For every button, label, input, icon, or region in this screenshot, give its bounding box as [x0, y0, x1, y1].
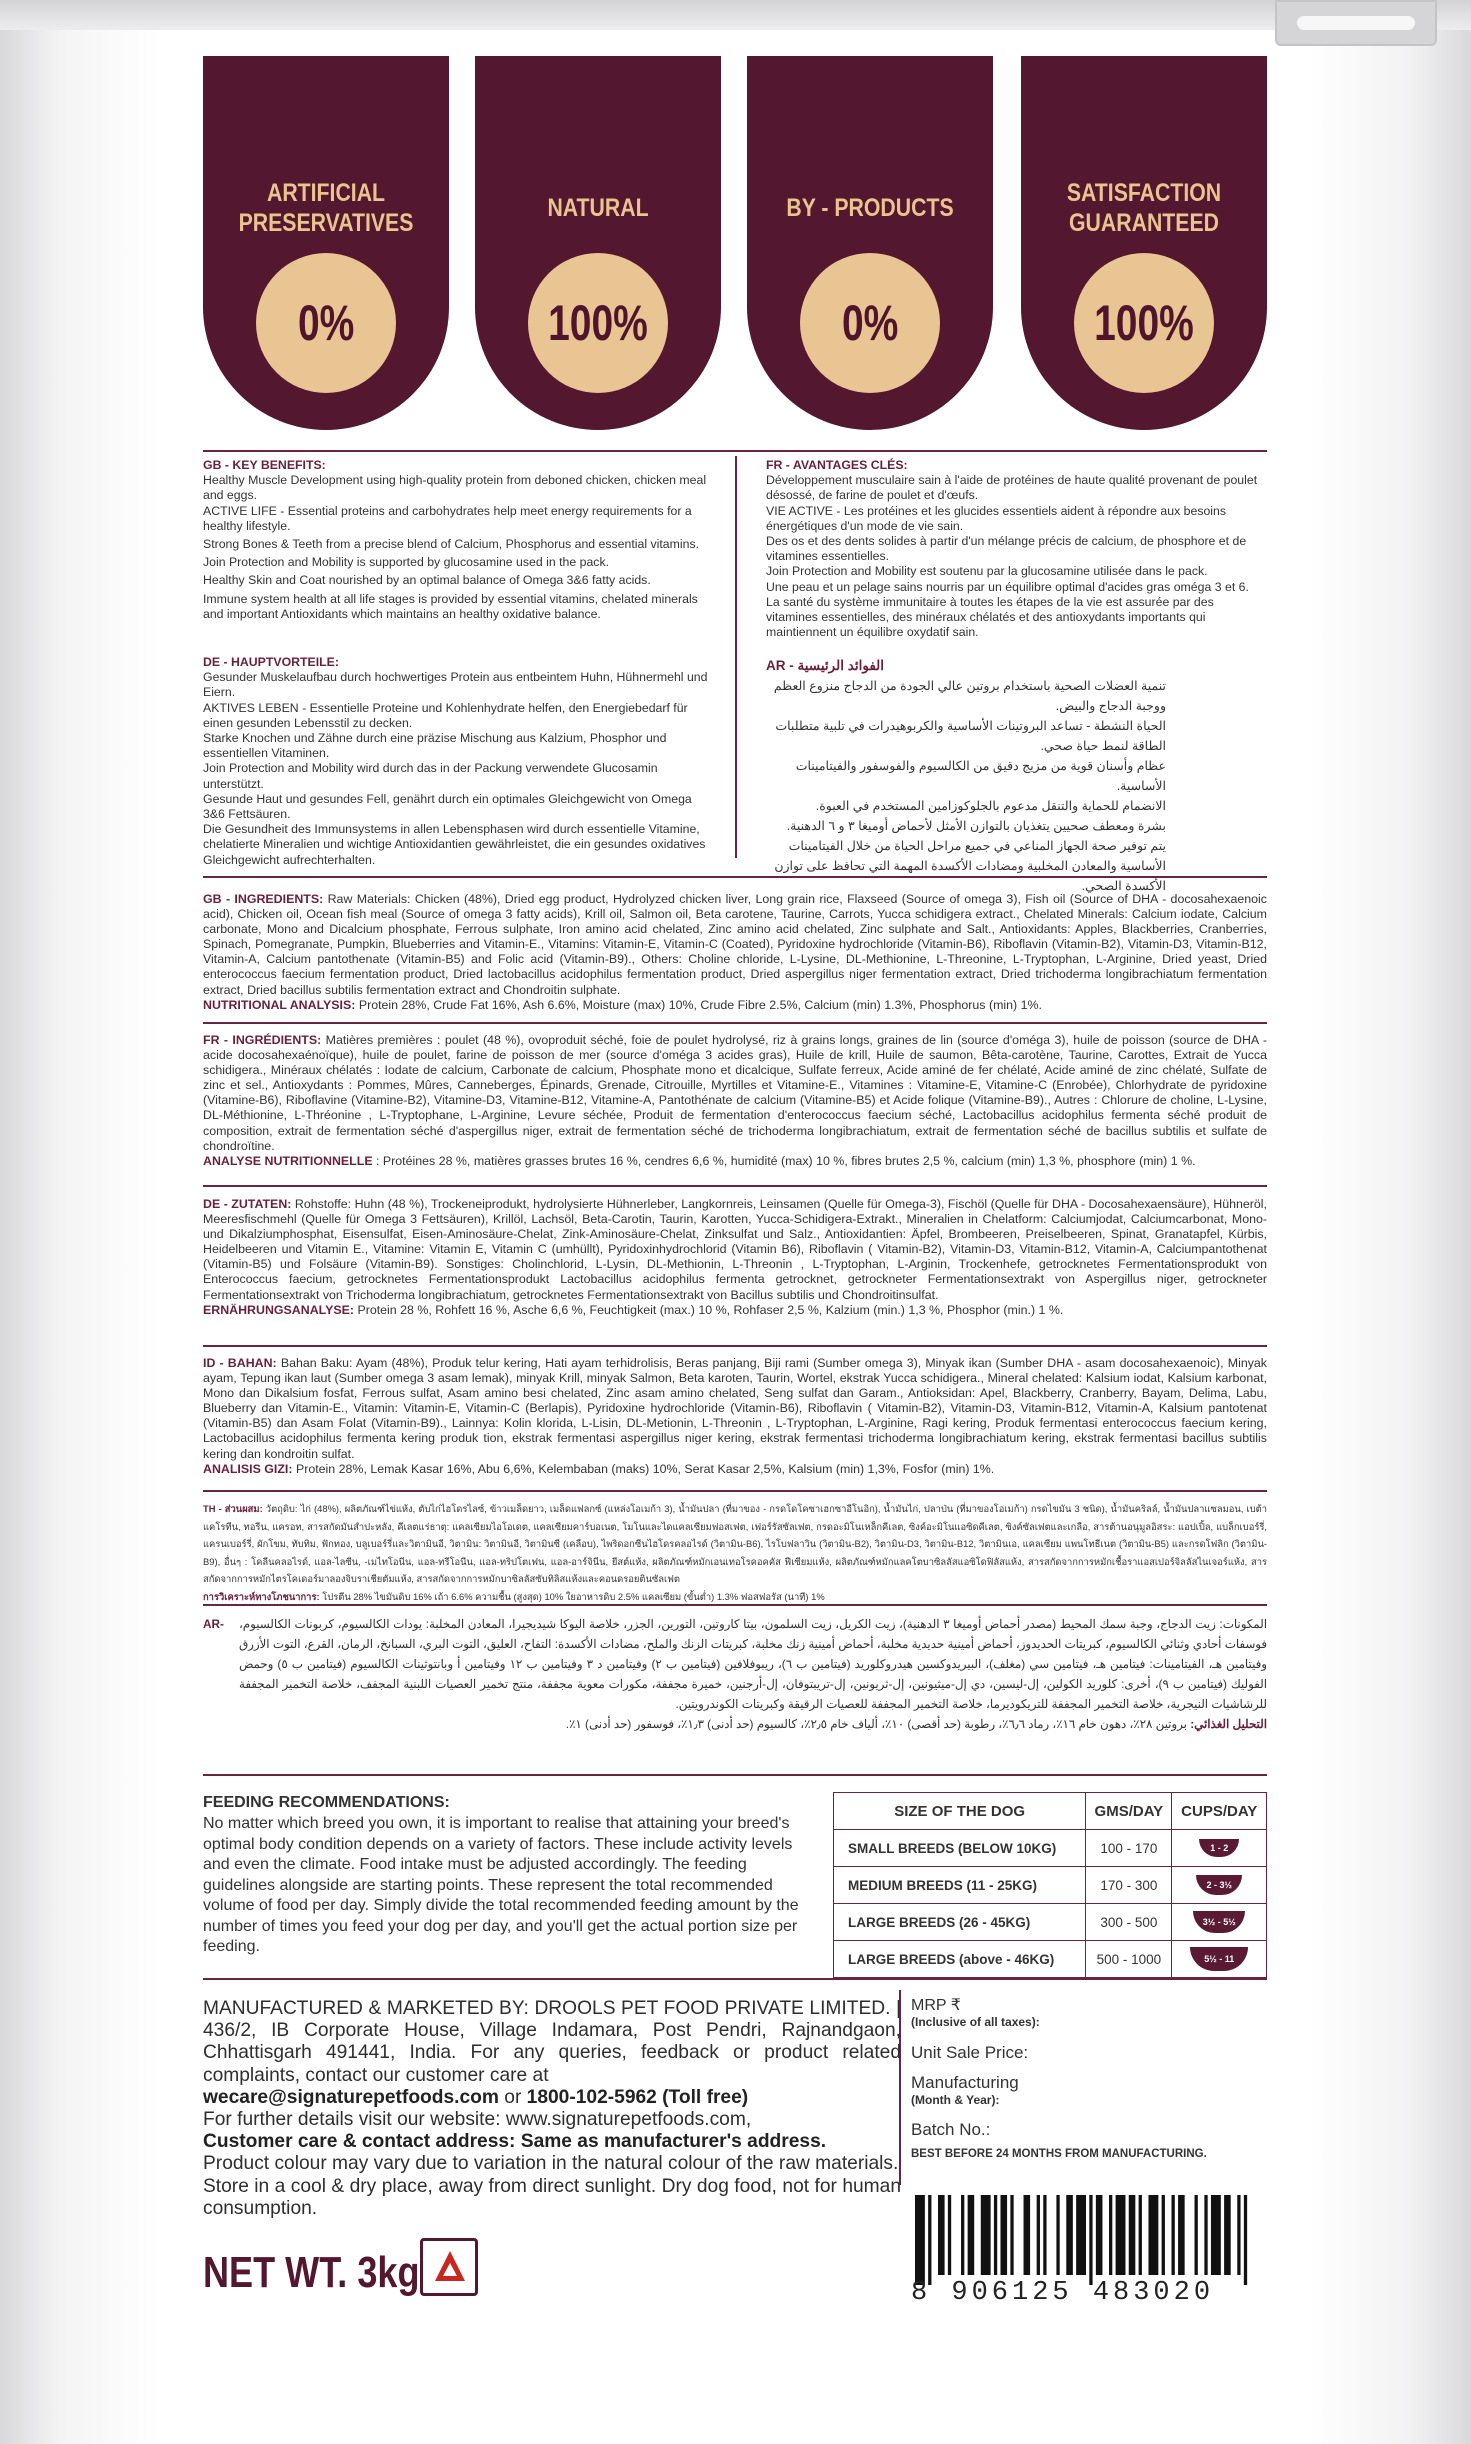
barcode-number: 8 906125 483020 [911, 2278, 1215, 2308]
analysis-heading: ANALYSE NUTRITIONNELLE [203, 1153, 373, 1168]
barcode-bar [1172, 2195, 1175, 2275]
barcode-bar [994, 2195, 997, 2275]
table-row [834, 1904, 1267, 1941]
barcode-bar [1010, 2195, 1013, 2275]
ar-benefits [766, 656, 1266, 896]
ar-ingredients [203, 1614, 1267, 1734]
analysis-text: โปรตีน 28% ไขมันดิบ 16% เถ้า 6.6% ความชื้น (สูงสุด) 10% ใยอาหารดิบ 2.5% แคลเซียม (ขั้นต่ำ) 1.3% ฟอสฟอรัส (นาที) 1% [319, 1590, 825, 1602]
barcode-bar [1116, 2195, 1126, 2275]
benefit-item: ACTIVE LIFE - Essential proteins and carbohydrates help meet energy requirements for a healthy lifestyle. [203, 503, 692, 533]
ingredients-heading: TH - ส่วนผสม: [203, 1503, 263, 1514]
badge-value-disc [256, 253, 396, 393]
feeding-table [833, 1792, 1267, 1978]
ingredients-heading: FR - INGRÉDIENTS: [203, 1033, 322, 1047]
badge-natural [475, 56, 721, 430]
table-header-row [834, 1793, 1267, 1830]
bowl-icon: 3½ - 5½ [1193, 1911, 1245, 1933]
top-seal [0, 0, 1471, 30]
barcode-bar [1076, 2195, 1086, 2275]
barcode-bar [1043, 2195, 1046, 2275]
gms-cell: 300 - 500 [1086, 1904, 1172, 1941]
warning-triangle-icon [420, 2238, 478, 2296]
benefit-item: Strong Bones & Teeth from a precise blend of Calcium, Phosphorus and essential vitamins. [203, 537, 700, 552]
ingredients-text: Rohstoffe: Huhn (48 %), Trockeneiprodukt, hydrolysierte Hühnerleber, Langkornreis, Leinsamen (Quelle für Omega-3), Fischöl (Quelle für DHA - Docosahexaensäure), Hühneröl, Meeresfischmehl (Quelle für Omega 3 Fettsäuren), Krillöl, Lachsöl, Beta-Carotin, Taurin, Karotten, Yucca-Schidigera-Extrakt., Mineralien in Chelatform: Calciumjodat, Calciumcarbonat, Mono- und Dikalziumphosphat, Eisensulfat, Eisen-Aminosäure-Chelat, Zink-Aminosäure-Chelat, Zinksulfat und Salz., Antioxidantien: Äpfel, Brombeeren, Preiselbeeren, Spinat, Granatapfel, Kürbis, Heidelbeeren und Vitamin E., Vitamine: Vitamin E, Vitamin C (umhüllt), Pyridoxinhydrochlorid (Vitamin B6), Riboflavin ( Vitamin-B2), Vitamin-D3, Vitamin-B12, Vitamin-A, Calciumpantothenat (Vitamin-B5) und Folsäure (Vitamin-B9). Sonstiges: Cholinchlorid, L-Lysin, DL-Methionin, L-Threonin , L-Tryptophan, L-Arginin, Trockenhefe, getrocknetes Fermentationsprodukt von Enterococcus faecium, getrocknetes Fermentationsprodukt Lactobacillus acidophilus fermenta getrocknet, getrockneter Fermentationsextrakt von Aspergillus niger, getrockneter Fermentationsextrakt von Trichoderma longibrachiatum, getrocknetes Fermentationsextrakt von Bacillus subtilis und Chondroitinsulfat. [203, 1197, 1267, 1302]
divider [203, 1022, 1267, 1024]
size-cell: LARGE BREEDS (26 - 45KG) [834, 1904, 1086, 1941]
badge-title: ARTIFICIAL [266, 179, 386, 207]
feeding-heading: FEEDING RECOMMENDATIONS: [203, 1794, 450, 1811]
badge-value-disc [800, 253, 940, 393]
barcode-bar [1066, 2195, 1073, 2275]
divider [203, 1185, 1267, 1187]
cups-cell [1172, 1830, 1267, 1867]
benefit-item: Développement musculaire sain à l'aide de protéines de haute qualité provenant de poulet désossé, de farine de poulet et d'œufs. [766, 473, 1258, 503]
barcode-bar [968, 2195, 975, 2275]
barcode-bar [948, 2195, 951, 2275]
badge-title: BY - PRODUCTS [786, 194, 954, 222]
divider-feeding [203, 1774, 1267, 1776]
barcode-bar [1244, 2195, 1247, 2285]
benefit-item: Die Gesundheit des Immunsystems in allen Lebensphasen wird durch essentielle Vitamine, chelatierte Mineralien und wichtige Antioxidantien gewährleistet, die ein gesundes oxidatives Gleichgewicht aufrechterhalten. [203, 822, 706, 867]
barcode-bar [928, 2195, 931, 2285]
barcode-bar [1089, 2195, 1092, 2285]
badge-value: 0% [841, 295, 899, 351]
manufacturing-block [911, 2073, 1019, 2107]
benefit-item: عظام وأسنان قوية من مزيج دقيق من الكالسيوم والفوسفور والفيتامينات الأساسية. [795, 759, 1166, 793]
benefit-item: الانضمام للحماية والتنقل مدعوم بالجلوكوزامين المستخدم في العبوة. [815, 799, 1166, 813]
barcode-bar [1139, 2195, 1142, 2275]
col-size: SIZE OF THE DOG [834, 1793, 1086, 1830]
analysis-heading: การวิเคราะห์ทางโภชนาการ: [203, 1590, 320, 1602]
barcode-bar [938, 2195, 945, 2275]
analysis-heading: ANALISIS GIZI: [203, 1461, 293, 1476]
gms-cell: 170 - 300 [1086, 1867, 1172, 1904]
mrp-note: (Inclusive of all taxes): [911, 2015, 1040, 2029]
net-weight: NET WT. 3kg [203, 2248, 420, 2297]
size-cell: LARGE BREEDS (above - 46KG) [834, 1941, 1086, 1978]
website-text: For further details visit our website: www.signaturepetfoods.com, [203, 2109, 752, 2131]
benefits-column-divider [735, 456, 737, 858]
manufacturer-block [203, 1998, 901, 2220]
badge-title: NATURAL [547, 194, 649, 222]
benefit-item: Healthy Muscle Development using high-quality protein from deboned chicken, chicken meal and eggs. [203, 473, 707, 503]
table-row [834, 1867, 1267, 1904]
benefit-item: VIE ACTIVE - Les protéines et les glucides essentiels aident à répondre aux besoins énergétiques d'un mode de vie sain. [766, 503, 1227, 533]
gms-cell: 500 - 1000 [1086, 1941, 1172, 1978]
unit-sale-price-label: Unit Sale Price: [911, 2043, 1029, 2062]
divider [203, 1345, 1267, 1347]
benefit-item: La santé du système immunitaire à toutes les étapes de la vie est assurée par des vitamines essentielles, des minéraux chélatés et des antioxydants importants qui maintiennent un équilibre oxydatif sain. [766, 594, 1214, 640]
badge-value: 0% [297, 295, 355, 351]
analysis-text: Protein 28%, Lemak Kasar 16%, Abu 6,6%, Kelembaban (maks) 10%, Serat Kasar 2,5%, Kalsium (min) 1,3%, Fosfor (min) 1%. [292, 1461, 995, 1476]
benefit-item: AKTIVES LEBEN - Essentielle Proteine und Kohlenhydrate helfen, den Energiebedarf für einen gesunden Lebensstil zu decken. [203, 700, 688, 730]
best-before-note: BEST BEFORE 24 MONTHS FROM MANUFACTURING. [911, 2148, 1207, 2160]
size-cell: MEDIUM BREEDS (11 - 25KG) [834, 1867, 1086, 1904]
benefit-item: Starke Knochen und Zähne durch eine präzise Mischung aus Kalzium, Phosphor und essentiellen Vitaminen. [203, 731, 667, 761]
barcode-bar [1096, 2195, 1103, 2275]
barcode-bar [1211, 2195, 1221, 2275]
barcode-bar [1037, 2195, 1040, 2275]
barcode-bar [961, 2195, 964, 2275]
benefit-item: Immune system health at all life stages is provided by essential vitamins, chelated minerals and important Antioxidants which maintains an healthy oxidative balance. [203, 591, 698, 621]
de-benefits [203, 655, 713, 868]
barcode-bar [1237, 2195, 1240, 2275]
divider-benefits [203, 450, 1267, 452]
mrp-block [911, 1995, 1040, 2029]
manufacturing-label: Manufacturing [911, 2073, 1019, 2092]
ingredients-heading: DE - ZUTATEN: [203, 1197, 292, 1211]
cups-cell [1172, 1941, 1267, 1978]
badge-subtitle: GUARANTEED [1069, 209, 1219, 237]
storage-note: Store in a cool & dry place, away from direct sunlight. Dry dog food, not for human consumption. [203, 2175, 901, 2219]
benefit-item: Une peau et un pelage sains nourris par un équilibre optimal d'acides gras oméga 3 et 6. [766, 579, 1249, 594]
barcode-bar [1224, 2195, 1231, 2275]
contact-address-note: Customer care & contact address: Same as manufacturer's address. [203, 2131, 827, 2153]
badge-subtitle: PRESERVATIVES [238, 209, 414, 237]
analysis-heading: NUTRITIONAL ANALYSIS: [203, 997, 356, 1012]
barcode-bar [1056, 2195, 1059, 2275]
badge-value: 100% [1094, 295, 1194, 351]
ingredients-text: المكونات: زيت الدجاج، وجبة سمك المحيط (مصدر أحماض أوميغا ٣ الدهنية)، زيت الكريل، زيت السلمون، بيتا كاروتين، التورين، الجزر، خلاصة اليوكا شيديجيرا، المعادن المخلبة: يودات الكالسيوم، كربونات الكالسيوم، فوسفات أحادي وثنائي الكالسيوم، كبريتات الحديدوز، أحماض أمينية حديدية مخلبة، أحماض أمينية زنك مخلبة، كبريتات الزنك والملح، مضادات الأكسدة: التفاح، العليق، التوت البري، السبانخ، الرمان، القرع، التوت الأزرق وفيتامين هـ، الفيتامينات: فيتامين هـ، فيتامين سي (مغلف)، البيريدوكسين هيدروكلوريد (فيتامين ب ٦)، ريبوفلافين (فيتامين ب ٢) وفيتامين د ٣ وفيتامين ب ١٢ وفيتامين أ وبانتوثينات الكالسيوم (فيتامين ب ٥) وحمض الفوليك (فيتامين ب ٩)، أخرى: كلوريد الكولين، إل-ليسين، دي إل-ميثيونين، إل-ثريونين، إل-تريبتوفان، إل-أرجنين، خميرة مجففة، مكورات معوية مجففة، منتج تخمير العصيات اللبنية المجفف، خلاصة التخمير المجففة للرشاشيات النيجرية، خلاصة التخمير المجففة للتريكوديرما، خلاصة التخمير المجففة للعصيات الرقيقة وكبريتات الكوندرويتين. [239, 1617, 1267, 1711]
benefit-item: Gesunder Muskelaufbau durch hochwertiges Protein aus entbeintem Huhn, Hühnermehl und Eiern. [203, 670, 708, 700]
divider [203, 1604, 1267, 1606]
benefit-item: تنمية العضلات الصحية باستخدام بروتين عالي الجودة من الدجاج منزوع العظم ووجبة الدجاج والبيض. [773, 679, 1166, 713]
th-ingredients [203, 1500, 1267, 1605]
fr-benefits [766, 458, 1266, 640]
gb-ingredients [203, 892, 1267, 1013]
benefit-item: يتم توفير صحة الجهاز المناعي في جميع مراحل الحياة من خلال الفيتامينات الأساسية والمعادن المخلبية ومضادات الأكسدة المهمة التي تحافظ على توازن الأكسدة الصحي. [774, 839, 1166, 893]
benefit-item: Join Protection and Mobility wird durch das in der Packung verwendete Glucosamin unterstützt. [203, 761, 658, 791]
size-cell: SMALL BREEDS (BELOW 10KG) [834, 1830, 1086, 1867]
divider-ingredients [203, 876, 1267, 878]
benefit-item: Join Protection and Mobility est soutenu par la glucosamine utilisée dans le pack. [766, 564, 1208, 579]
barcode-bar [1148, 2195, 1158, 2275]
badge-value: 100% [548, 295, 648, 351]
ingredients-heading: GB - INGREDIENTS: [203, 892, 324, 906]
barcode-bar [1024, 2195, 1031, 2275]
benefit-item: Gesunde Haut und gesundes Fell, genährt durch ein optimales Gleichgewicht von Omega 3&6 Fettsäuren. [203, 791, 692, 822]
benefit-item: Healthy Skin and Coat nourished by an optimal balance of Omega 3&6 fatty acids. [203, 573, 651, 588]
table-row [834, 1830, 1267, 1867]
barcode-bar [1162, 2195, 1165, 2275]
barcode-bar [1001, 2195, 1008, 2275]
ingredients-heading: AR- [203, 1617, 224, 1631]
cups-cell [1172, 1867, 1267, 1904]
analysis-text: Protein 28 %, Rohfett 16 %, Asche 6,6 %, Feuchtigkeit (max.) 10 %, Rohfaser 2,5 %, Kalzium (min.) 1,3 %, Phosphor (min.) 1 %. [354, 1302, 1064, 1317]
divider-manufacturer [203, 1978, 1267, 1980]
badge-row [203, 56, 1267, 430]
bowl-icon: 2 - 3½ [1196, 1875, 1242, 1895]
ar-benefits-heading: AR - الفوائد الرئيسية [766, 658, 885, 673]
badge-title: SATISFACTION [1066, 179, 1222, 207]
customer-care-phone[interactable]: 1800-102-5962 (Toll free) [526, 2086, 749, 2108]
bowl-icon: 5½ - 11 [1190, 1947, 1248, 1971]
divider [203, 1490, 1267, 1492]
analysis-text: بروتين ٢٨٪، دهون خام ١٦٪، رماد ٦٫٦٪، رطوبة (حد أقصى) ١٠٪، ألياف خام ٢٫٥٪، كالسيوم (حد أدنى) ١٫٣٪، فوسفور (حد أدنى) ١٪. [565, 1717, 1187, 1731]
badge-satisfaction [1021, 56, 1267, 430]
mrp-label: MRP ₹ [911, 1997, 961, 2014]
customer-care-email[interactable]: wecare@signaturepetfoods.com [203, 2086, 499, 2108]
gb-benefits [203, 458, 713, 622]
barcode-bar [981, 2195, 991, 2275]
ingredients-text: Bahan Baku: Ayam (48%), Produk telur kering, Hati ayam terhidrolisis, Beras panjang, Biji rami (Sumber omega 3), Minyak ikan (Sumber DHA - asam docosahexaenoic), Minyak ayam, Tepung ikan laut (Sumber omega 3 asam lemak), minyak Krill, minyak Salmon, Beta karoten, Taurin, Wortel, ekstrak Yucca schidigera., Mineral chelated: Kalsium iodat, Kalsium karbonat, Mono dan Dikalsium fosfat, Ferrous sulfat, Asam amino besi chelated, Zinc asam amino chelated, Seng sulfat dan Garam., Antioksidan: Apel, Blackberry, Cranberry, Bayam, Delima, Labu, Blueberry dan Vitamin-E., Vitamin: Vitamin-E, Vitamin-C (Berlapis), Pyridoxine hydrochloride (Vitamin-B6), Riboflavin ( Vitamin-B2), Vitamin-D3, Vitamin-B12, Vitamin-A, Kalsium pantotenat (Vitamin-B5) dan Asam Folat (Vitamin-B9)., Lainnya: Kolin klorida, L-Lisin, DL-Metionin, L-Threonin , L-Tryptophan, L-Arginine, Ragi kering, Produk fermentasi enterococcus faecium kering, Lactobacillus acidophilus fermenta kering produk tion, ekstrak fermentasi aspergillus niger kering, ekstrak fermentasi trichoderma longibrachiatum kering, ekstrak fermentasi bacillus subtilis kering dan kondroitin sulfat. [203, 1356, 1267, 1461]
barcode-bar [1129, 2195, 1136, 2275]
badge-by-products [747, 56, 993, 430]
cups-cell [1172, 1904, 1267, 1941]
analysis-text: Protein 28%, Crude Fat 16%, Ash 6.6%, Moisture (max) 10%, Crude Fibre 2.5%, Calcium (min) 1.3%, Phosphorus (min) 1%. [355, 997, 1042, 1012]
badge-value-disc [528, 253, 668, 393]
col-gms: GMS/DAY [1086, 1793, 1172, 1830]
ingredients-text: Raw Materials: Chicken (48%), Dried egg product, Hydrolyzed chicken liver, Long grain rice, Flaxseed (Source of omega 3), Fish oil (Source of DHA - docosahexaenoic acid), Chicken oil, Ocean fish meal (Source of omega 3 fatty acids), Krill oil, Salmon oil, Beta carotene, Taurine, Carrots, Yucca schidigera extract., Chelated Minerals: Calcium iodate, Calcium carbonate, Mono and Dicalcium phosphate, Ferrous sulphate, Iron amino acid chelated, Zinc amino acid chelated, Zinc sulphate and Salt., Antioxidants: Apples, Blackberries, Cranberries, Spinach, Pomegranate, Pumpkin, Blueberries and Vitamin-E., Vitamins: Vitamin-E, Vitamin-C (Coated), Pyridoxine hydrochloride (Vitamin-B6), Riboflavin (Vitamin-B2), Vitamin-D3, Vitamin-B12, Vitamin-A, Calcium pantothenate (Vitamin-B5) and Folic acid (Vitamin-B9)., Others: Choline chloride, L-Lysine, DL-Methionine, L-Threonine, L-Tryptophan, L-Arginine, Dried yeast, Dried enterococcus faecium fermentation product, Dried lactobacillus acidophilus fermentation product, Dried aspergillus niger fermentation extract, Dried trichoderma longibrachiatum fermentation extract, Dried bacillus subtilis fermentation extract and Chondroitin sulphate. [203, 892, 1267, 997]
gms-cell: 100 - 170 [1086, 1830, 1172, 1867]
analysis-heading: ERNÄHRUNGSANALYSE: [203, 1302, 354, 1317]
badge-artificial-preservatives [203, 56, 449, 430]
colour-note: Product colour may vary due to variation in the natural colour of the raw materials. [203, 2153, 899, 2175]
batch-label: Batch No.: [911, 2120, 991, 2139]
analysis-text: : Protéines 28 %, matières grasses brutes 16 %, cendres 6,6 %, humidité (max) 10 %, fibres brutes 2,5 %, calcium (min) 1,3 %, phosphore (min) 1 %. [372, 1153, 1196, 1168]
de-ingredients [203, 1197, 1267, 1318]
benefit-item: Des os et des dents solides à partir d'un mélange précis de calcium, de phosphore et de vitamines essentielles. [766, 534, 1247, 564]
or-text: or [498, 2086, 527, 2108]
barcode-bar [1109, 2195, 1112, 2275]
feeding-text: No matter which breed you own, it is important to realise that attaining your breed's optimal body condition depends on a variety of factors. These include activity levels and even the climate. Food intake must be adjusted accordingly. The feeding guidelines alongside are starting points. These represent the total recommended volume of food per day. Simply divide the total recommended feeding amount by the number of times you feed your dog per day, and you'll get the actual portion size per feeding. [203, 1815, 799, 1955]
manufacturing-note: (Month & Year): [911, 2093, 1000, 2107]
barcode-bar [1195, 2195, 1198, 2275]
bowl-icon: 1 - 2 [1199, 1839, 1239, 1857]
de-benefits-heading: DE - HAUPTVORTEILE: [203, 655, 339, 669]
gb-benefits-heading: GB - KEY BENEFITS: [203, 458, 326, 472]
fr-ingredients [203, 1033, 1267, 1169]
barcode-bar [1178, 2195, 1185, 2275]
id-ingredients [203, 1356, 1267, 1477]
ingredients-heading: ID - BAHAN: [203, 1356, 277, 1370]
col-cups: CUPS/DAY [1172, 1793, 1267, 1830]
benefit-item: بشرة ومعطف صحيين يتغذيان بالتوازن الأمثل لأحماض أوميغا ٣ و ٦ الدهنية. [786, 819, 1166, 833]
badge-value-disc [1074, 253, 1214, 393]
fr-benefits-heading: FR - AVANTAGES CLÉS: [766, 458, 908, 472]
table-row [834, 1941, 1267, 1978]
barcode [911, 2195, 1261, 2285]
hanger-tab [1275, 0, 1437, 46]
analysis-heading: التحليل الغذائي: [1190, 1717, 1267, 1731]
ingredients-text: วัตถุดิบ: ไก่ (48%), ผลิตภัณฑ์ไข่แห้ง, ตับไก่ไฮโดรไลซ์, ข้าวเมล็ดยาว, เมล็ดแฟลกซ์ (แหล่งโอเมก้า 3), น้ำมันปลา (ที่มาของ - กรดโดโคซาเฮกซาอีโนอิก), น้ำมันไก่, ปลาป่น (ที่มาของโอเมก้า) กรดไขมัน 3 ชนิด), น้ำมันคริลล์, น้ำมันปลาแซลมอน, เบต้าแคโรทีน, ทอรีน, แครอท, สารสกัดมันสำปะหลัง, คีเลตแร่ธาตุ: แคลเซียมไอโอเดต, แคลเซียมคาร์บอเนต, โมโนและไดแคลเซียมฟอสเฟต, เฟอร์รัสซัลเฟต, กรดอะมิโนเหล็กคีเลต, ซิงค์อะมิโนแอซิดคีเลต, ซิงค์ซัลเฟตและเกลือ, สารต้านอนุมูลอิสระ: แอปเปิ้ล, แบล็กเบอร์รี่, แครนเบอร์รี่, ผักโขม, ทับทิม, ฟักทอง, บลูเบอร์รี่และวิตามินอี, วิตามิน: วิตามินอี, วิตามินซี (เคลือบ), ไพริดอกซีนไฮโดรคลอไรด์ (วิตามิน-B6), ไรโบฟลาวิน (วิตามิน-B2), วิตามิน-D3, วิตามิน-B12, วิตามินเอ, แคลเซียม แพนโทธีเนต (วิตามิน-B5) และกรดโฟลิก (วิตามิน-B9), อื่นๆ : โคลีนคลอไรด์, แอล-ไลซีน, -เมไทโอนีน, แอล-ทรีโอนีน, แอล-ทริปโตเฟน, แอล-อาร์จินีน, ยีสต์แห้ง, ผลิตภัณฑ์หมักเอนเทอโรคอคคัส ฟีเซียมแห้ง, ผลิตภัณฑ์หมักแลคโตบาซิลลัสแอซิโดฟิลัสแห้ง, สารสกัดจากการหมักเชื้อราแอสเปอร์จิลลัสไนเจอร์แห้ง, สารสกัดจากการหมักไตรโคเดอร์มาลองจิบราเชียตัมแห้ง, สารสกัดจากการหมักบาซิลลัสซับทิลิสแห้งและคอนดรอยตินซัลเฟต [203, 1503, 1268, 1584]
benefit-item: Join Protection and Mobility is supported by glucosamine used in the pack. [203, 555, 610, 570]
ingredients-text: Matières premières : poulet (48 %), ovoproduit séché, foie de poulet hydrolysé, riz à grains longs, graines de lin (source d'oméga 3), huile de poisson (source de DHA - acide docosahexaénoïque), huile de poulet, farine de poisson de mer (source d'oméga 3 acides gras), Huile de krill, Huile de saumon, Bêta-carotène, Taurine, Carottes, Extrait de Yucca schidigera., Minéraux chélatés : Iodate de calcium, Carbonate de calcium, Phosphate mono et dicalcique, Sulfate ferreux, Acide aminé de fer chélaté, Acide aminé de zinc chélaté, Sulfate de zinc et sel., Antioxydants : Pommes, Mûres, Canneberges, Épinards, Grenade, Citrouille, Myrtilles et Vitamine-E., Vitamines : Vitamine-E, Vitamine-C (Enrobée), Chlorhydrate de pyridoxine (Vitamine-B6), Riboflavine (Vitamine-B2), Vitamine-D3, Vitamine-B12, Vitamine-A, Pantothénate de calcium (Vitamine-B5) et Acide folique (Vitamine-B9)., Autres : Chlorure de choline, L-Lysine, DL-Méthionine, L-Thréonine , L-Tryptophane, L-Arginine, Levure séchée, Produit de fermentation d'enterococcus faecium séché, Lactobacillus acidophilus fermenta séché produit de composition, extrait de fermentation séché d'aspergillus niger, extrait de fermentation séché de trichoderma longibrachiatum, extrait de fermentation séché de bacillus subtilis et sulfate de chondroïtine. [203, 1033, 1267, 1153]
barcode-bar [1204, 2195, 1207, 2275]
benefit-item: الحياة النشطة - تساعد البروتينات الأساسية والكربوهيدرات في تلبية متطلبات الطاقة لنمط حياة صحي. [775, 719, 1166, 753]
manufacturer-text: MANUFACTURED & MARKETED BY: DROOLS PET FOOD PRIVATE LIMITED. | 436/2, IB Corporate House, Village Indamara, Post Pendri, Rajnandgaon, Chhattisgarh 491441, India. For any queries, feedback or product related complaints, contact our customer care at [203, 1998, 901, 2086]
barcode-bar [915, 2195, 925, 2285]
